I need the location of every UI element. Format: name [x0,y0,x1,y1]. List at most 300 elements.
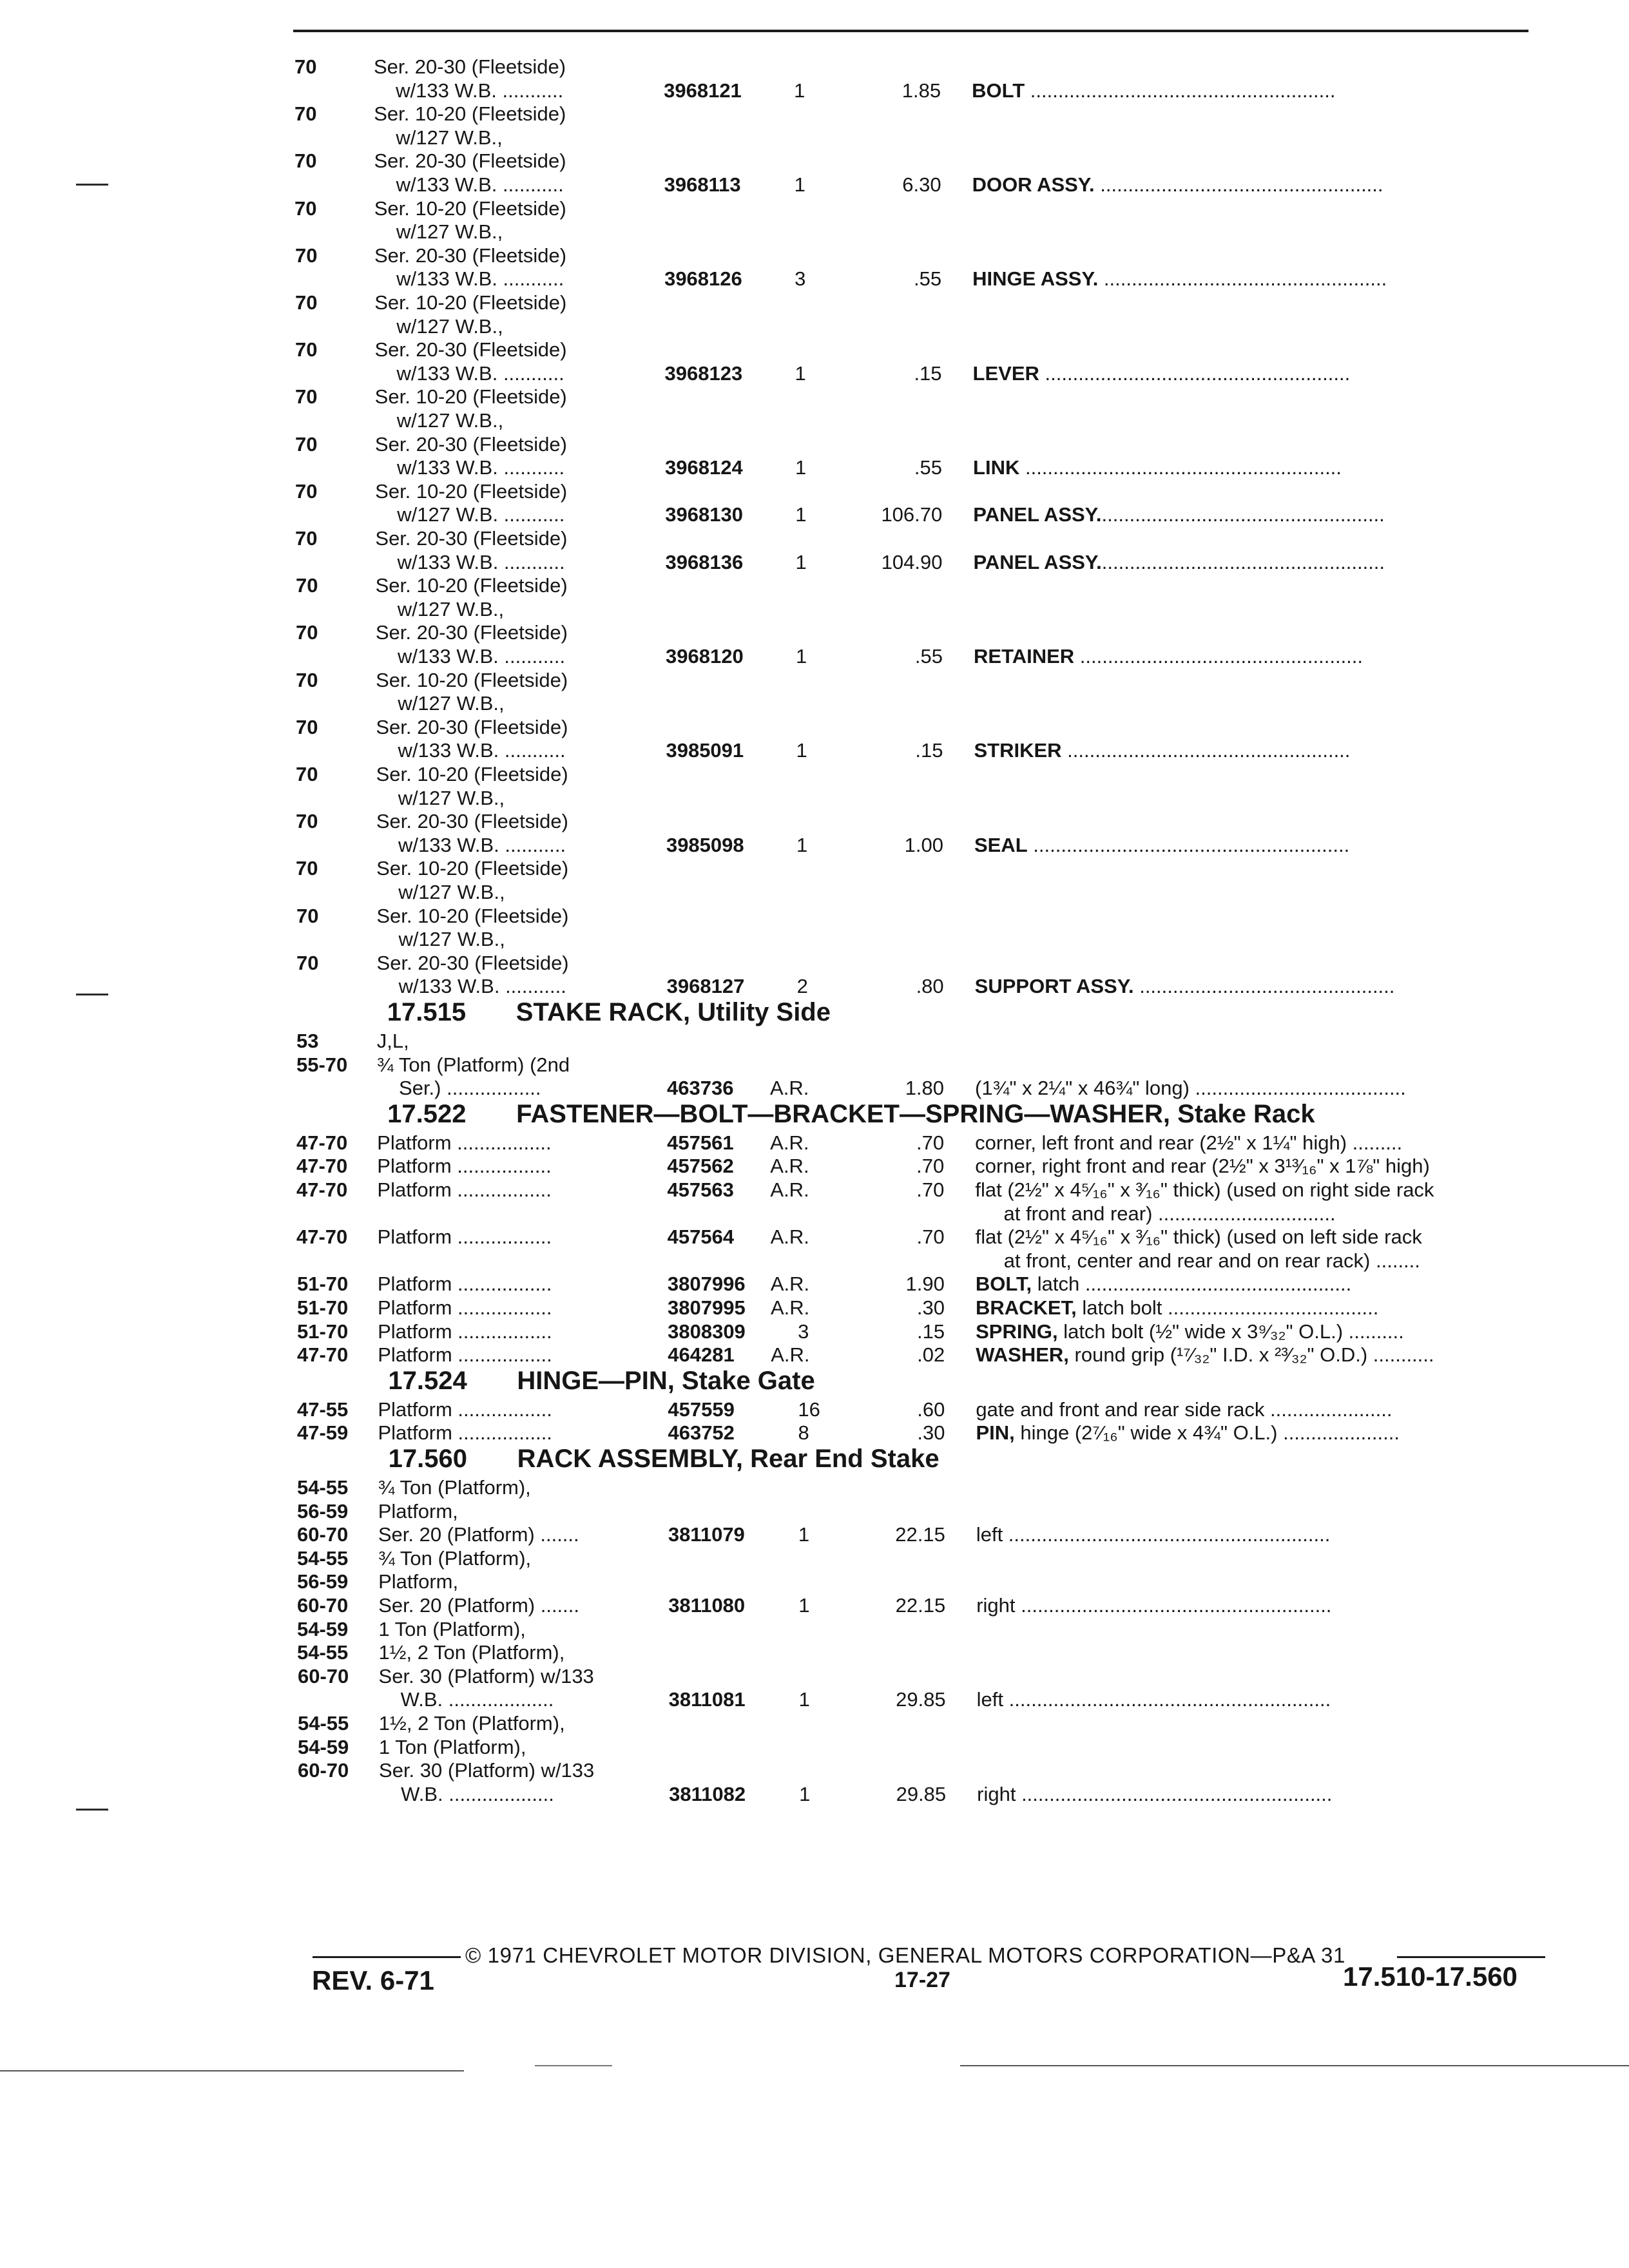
quantity: A.R. [770,1155,809,1177]
model-description: Ser. 20-30 (Fleetside) [376,952,569,974]
parts-row [0,928,1629,951]
quantity: 1 [795,551,807,573]
part-name [975,1131,1543,1155]
part-name [973,362,1543,385]
part-name-detail: (1¾" x 2¼" x 46¾" long) ...................................... [975,1077,1406,1099]
part-name-detail: ....................................................... [1025,79,1336,102]
part-number: 3811080 [668,1594,746,1617]
model-year: 70 [295,527,318,550]
part-number: 3807996 [667,1273,746,1295]
part-name-bold: DOOR ASSY. [972,173,1095,196]
model-description: 1½, 2 Ton (Platform), [378,1641,565,1664]
part-name-bold: PIN, [976,1421,1015,1444]
parts-row [0,881,1629,904]
model-year: 70 [296,857,318,879]
part-name [975,1077,1543,1100]
parts-row [0,645,1629,668]
quantity: 1 [795,503,807,526]
model-year: 47-70 [296,1131,348,1154]
model-year: 47-59 [297,1421,349,1444]
model-year: 70 [296,905,319,927]
parts-row [0,102,1629,126]
model-description: w/127 W.B., [398,928,505,950]
part-number: 3968130 [665,503,743,526]
model-description: Platform ................. [378,1296,552,1319]
footer-rule-right [1397,1956,1545,1958]
part-name-detail: hinge (2⁷⁄₁₆" wide x 4¾" O.L.) ..................... [1014,1421,1400,1444]
model-description: w/127 W.B., [398,881,505,903]
part-name-detail: left .......................................................... [976,1688,1331,1711]
model-description: Ser. 10-20 (Fleetside) [376,669,568,691]
model-description: Ser. 10-20 (Fleetside) [376,857,569,879]
parts-row [0,574,1629,597]
part-name [976,1523,1543,1546]
quantity: 3 [798,1320,809,1343]
model-description: ¾ Ton (Platform), [378,1547,532,1570]
parts-row [0,79,1629,102]
section-heading [387,1099,1315,1129]
price: 1.80 [905,1077,945,1099]
parts-row [0,149,1629,173]
model-year: 70 [295,480,318,503]
model-year: 54-55 [298,1712,349,1735]
price: .55 [913,267,942,290]
model-description: Platform ................. [378,1421,552,1444]
model-description: Ser. 10-20 (Fleetside) [374,102,566,125]
footer-rule-left [313,1956,461,1958]
quantity: A.R. [771,1343,810,1366]
model-description: W.B. ................... [401,1783,554,1805]
parts-row [0,952,1629,975]
model-year: 70 [296,810,318,832]
model-year: 60-70 [298,1665,349,1687]
part-number: 463752 [668,1421,735,1444]
price: 106.70 [881,503,943,526]
margin-mark-3 [76,1809,108,1811]
quantity: A.R. [770,1131,809,1154]
part-name-bold: LEVER [972,362,1039,385]
model-description: Platform ................. [378,1320,552,1343]
parts-row [0,1131,1629,1155]
model-year: 70 [295,433,318,456]
model-description: w/133 W.B. ........... [398,739,566,762]
part-name [974,739,1543,762]
model-year: 70 [294,149,317,172]
part-name-detail: latch bolt ...................................... [1076,1296,1379,1319]
part-number: 3808309 [668,1320,746,1343]
model-year: 54-55 [297,1547,349,1570]
parts-row [0,126,1629,149]
part-name [974,551,1543,574]
part-name-detail: ......................................................... [1019,456,1342,479]
parts-row [0,1618,1629,1641]
part-number: 3985098 [666,834,744,856]
model-year: 55-70 [296,1053,348,1076]
section-number: 17.560 [388,1445,467,1473]
parts-row [0,409,1629,432]
model-description: Platform ................. [378,1343,552,1366]
part-name-detail: flat (2½" x 4⁵⁄₁₆" x ³⁄₁₆" thick) (used on left side rack [975,1225,1422,1248]
parts-row [0,1296,1629,1320]
price: .15 [917,1320,945,1343]
model-description: Ser. 10-20 (Fleetside) [374,197,566,220]
model-year: 47-70 [296,1178,348,1201]
part-name-bold: PANEL ASSY. [973,551,1102,573]
quantity: 1 [799,1783,811,1805]
model-description: w/127 W.B., [398,787,505,809]
section-title: STAKE RACK, Utility Side [516,998,831,1026]
model-description: J,L, [376,1030,409,1052]
model-description: Platform ................. [378,1398,552,1421]
part-name-bold: SPRING, [976,1320,1058,1343]
model-year: 47-70 [296,1225,348,1248]
model-description: Ser. 20-30 (Fleetside) [374,338,567,361]
section-title: HINGE—PIN, Stake Gate [517,1366,815,1395]
part-number: 457563 [667,1178,734,1201]
part-name [977,1783,1543,1806]
parts-row [0,1155,1629,1178]
part-number: 3985091 [666,739,744,762]
section-number: 17.522 [387,1099,467,1128]
model-description: ¾ Ton (Platform), [378,1476,531,1499]
price: .70 [916,1225,945,1248]
model-description: 1½, 2 Ton (Platform), [378,1712,565,1735]
price: 1.85 [901,79,941,102]
part-number: 3968126 [664,267,742,290]
parts-row [0,1712,1629,1735]
quantity: 1 [798,1688,810,1711]
price: .02 [917,1343,945,1366]
top-rule [293,30,1528,32]
model-description: w/127 W.B., [396,315,503,338]
model-year: 54-59 [298,1736,349,1758]
part-name [975,1155,1543,1178]
section-range: 17.510-17.560 [1343,1961,1518,1992]
model-description: Ser. 10-20 (Fleetside) [376,763,568,785]
price: .30 [917,1421,945,1444]
part-name-detail: round grip (¹⁷⁄₃₂" I.D. x ²³⁄₃₂" O.D.) ........... [1068,1343,1434,1366]
model-year: 54-59 [297,1618,349,1640]
price: .70 [916,1178,945,1201]
model-description: Ser. 20-30 (Fleetside) [376,810,568,832]
part-name [974,645,1543,668]
parts-row [0,1178,1629,1202]
model-description: w/133 W.B. ........... [397,456,565,479]
part-name [976,1225,1543,1249]
part-name-bold: WASHER, [976,1343,1069,1366]
parts-row [0,1736,1629,1759]
part-name-detail: ................................................... [1101,551,1385,573]
model-description: w/133 W.B. ........... [396,362,564,385]
price: .30 [916,1296,945,1319]
part-name [973,456,1543,479]
model-description: Platform, [378,1500,458,1523]
model-description: w/133 W.B. ........... [398,975,566,997]
price: .55 [914,645,943,668]
part-number: 3968123 [664,362,743,385]
price: .60 [917,1398,945,1421]
part-name [976,1343,1543,1367]
parts-row [0,1225,1629,1249]
parts-row [0,1249,1629,1273]
price: 22.15 [895,1594,946,1617]
part-name-detail: ................................................... [1094,173,1383,196]
model-year: 70 [296,716,318,738]
model-description: Ser. 30 (Platform) w/133 [378,1665,594,1687]
quantity: A.R. [770,1077,809,1099]
parts-row [0,1594,1629,1617]
model-year: 70 [296,574,318,597]
parts-row [0,1320,1629,1343]
parts-row [0,763,1629,786]
model-description: Ser. 20-30 (Fleetside) [374,433,567,456]
part-name-bold: BOLT [972,79,1025,102]
parts-row [0,1421,1629,1445]
parts-row [0,1547,1629,1570]
part-name-bold: RETAINER [974,645,1075,668]
part-name-bold: BOLT, [975,1273,1032,1295]
price: .15 [914,362,942,385]
parts-row [0,362,1629,385]
parts-row [0,1641,1629,1664]
model-description: Platform ................. [377,1178,552,1201]
model-description: Ser. 10-20 (Fleetside) [374,385,567,408]
parts-row [0,692,1629,715]
parts-row [0,385,1629,408]
quantity: 1 [798,1523,810,1546]
bottom-scan-line-1 [0,2070,464,2071]
model-year: 70 [296,763,318,785]
parts-row [0,480,1629,503]
part-name-detail: right ........................................................ [976,1594,1332,1617]
parts-row [0,1343,1629,1367]
model-description: Ser. 10-20 (Fleetside) [376,905,569,927]
model-year: 47-70 [296,1155,348,1177]
parts-row [0,1273,1629,1296]
parts-row [0,197,1629,220]
part-name-bold: STRIKER [974,739,1062,762]
parts-row [0,291,1629,314]
parts-row [0,456,1629,479]
parts-row [0,598,1629,621]
part-name-detail: ................................................... [1098,267,1387,290]
part-name-bold: PANEL ASSY. [973,503,1102,526]
parts-row [0,267,1629,291]
model-description: w/133 W.B. ........... [396,173,564,196]
section-number: 17.515 [387,998,467,1026]
model-description: 1 Ton (Platform), [378,1618,526,1640]
part-name-detail: .............................................. [1133,975,1395,997]
price: 29.85 [896,1688,946,1711]
model-description: Platform ................. [377,1273,552,1295]
part-name-detail: at front and rear) ................................ [1003,1202,1336,1225]
part-name-detail: latch ................................................ [1032,1273,1352,1295]
part-name-detail: at front, center and rear and on rear rack) ........ [1003,1249,1420,1272]
model-description: Platform, [378,1570,459,1593]
parts-row [0,1570,1629,1593]
parts-row [0,975,1629,998]
parts-row [0,1053,1629,1077]
part-name [976,1273,1543,1296]
revision-label: REV. 6-71 [312,1965,434,1995]
part-name [1004,1249,1543,1273]
part-number: 3968136 [665,551,744,573]
part-name-detail: flat (2½" x 4⁵⁄₁₆" x ³⁄₁₆" thick) (used on right side rack [975,1178,1434,1201]
model-year: 54-55 [297,1476,349,1499]
quantity: A.R. [771,1296,810,1319]
part-number: 3811082 [669,1783,746,1805]
section-heading [387,997,831,1027]
model-description: Ser. 20 (Platform) ....... [378,1523,579,1546]
parts-row [0,1759,1629,1782]
parts-row [0,173,1629,197]
model-description: Ser. 20-30 (Fleetside) [374,149,566,172]
part-number: 457561 [667,1131,734,1154]
parts-row [0,1783,1629,1806]
model-year: 70 [296,669,318,691]
model-description: Ser. 10-20 (Fleetside) [375,480,568,503]
price: .70 [916,1131,945,1154]
model-description: Ser. 10-20 (Fleetside) [374,291,567,314]
parts-row [0,1688,1629,1711]
part-number: 3807995 [668,1296,746,1319]
model-year: 70 [295,385,318,408]
model-description: Ser. 20-30 (Fleetside) [375,527,568,550]
model-description: w/133 W.B. ........... [396,267,564,290]
part-name [974,834,1543,857]
model-description: w/127 W.B., [398,692,505,715]
model-year: 53 [296,1030,319,1052]
part-number: 457559 [668,1398,735,1421]
part-name [975,975,1543,998]
model-year: 60-70 [297,1523,349,1546]
part-name [977,1688,1543,1711]
model-year: 60-70 [297,1594,349,1617]
part-number: 3968127 [666,975,745,997]
model-description: w/133 W.B. ........... [398,834,566,856]
model-description: Platform ................. [377,1131,552,1154]
part-name [972,267,1543,291]
parts-row [0,1523,1629,1546]
model-description: w/127 W.B., [396,126,503,149]
part-name-detail: latch bolt (½" wide x 3⁹⁄₃₂" O.L.) .......... [1057,1320,1404,1343]
model-year: 70 [296,952,319,974]
model-year: 70 [295,244,318,267]
parts-row [0,1398,1629,1421]
parts-row [0,834,1629,857]
parts-row [0,55,1629,79]
part-number: 3811079 [668,1523,745,1546]
parts-row [0,905,1629,928]
model-description: Platform ................. [377,1155,552,1177]
price: .80 [916,975,944,997]
parts-row [0,1665,1629,1688]
model-description: w/127 W.B. ........... [397,503,565,526]
part-name-detail: corner, right front and rear (2½" x 3¹³⁄₁₆" x 1⅞" high) [975,1155,1430,1177]
part-name [1004,1202,1543,1225]
parts-row [0,1077,1629,1100]
model-year: 47-55 [297,1398,349,1421]
quantity: 1 [794,79,805,102]
quantity: 8 [798,1421,809,1444]
section-heading [389,1444,940,1474]
part-name-detail: ......................................................... [1027,834,1350,856]
part-name [972,173,1543,197]
part-number: 464281 [668,1343,735,1366]
model-description: w/127 W.B., [396,220,503,243]
parts-row [0,621,1629,644]
price: .15 [915,739,943,762]
quantity: A.R. [770,1273,810,1295]
model-description: Ser. 20-30 (Fleetside) [374,244,567,267]
part-name-bold: SUPPORT ASSY. [974,975,1134,997]
price: 1.00 [904,834,943,856]
model-year: 51-70 [297,1296,349,1319]
model-description: w/133 W.B. ........... [396,79,564,102]
part-name-detail: left .......................................................... [976,1523,1331,1546]
price: 6.30 [902,173,941,196]
part-name [976,1398,1543,1421]
part-number: 3968120 [666,645,744,668]
part-number: 463736 [667,1077,734,1099]
part-number: 3968113 [664,173,741,196]
section-title: FASTENER—BOLT—BRACKET—SPRING—WASHER, Stake Rack [516,1099,1315,1128]
bottom-scan-line-2 [535,2065,612,2066]
model-year: 70 [295,291,318,314]
price: 22.15 [895,1523,945,1546]
model-description: Ser.) ................. [399,1077,541,1099]
part-name-bold: HINGE ASSY. [972,267,1099,290]
section-heading [388,1366,815,1396]
model-year: 47-70 [297,1343,349,1366]
parts-row [0,1202,1629,1225]
model-year: 70 [295,338,318,361]
part-number: 3968121 [664,79,742,102]
part-name-bold: LINK [973,456,1020,479]
model-description: ¾ Ton (Platform) (2nd [376,1053,570,1076]
bottom-scan-line-3 [960,2065,1629,2066]
part-name-detail: ................................................... [1074,645,1364,668]
parts-row [0,220,1629,244]
part-name-bold: BRACKET, [976,1296,1077,1319]
model-description: Platform ................. [377,1225,552,1248]
part-name-detail: corner, left front and rear (2½" x 1¼" high) ......... [975,1131,1403,1154]
price: 1.90 [905,1273,945,1295]
quantity: 1 [794,173,805,196]
model-description: Ser. 10-20 (Fleetside) [375,574,568,597]
part-name-detail: ....................................................... [1039,362,1351,385]
model-year: 70 [296,621,318,644]
model-year: 56-59 [297,1570,349,1593]
model-year: 54-55 [297,1641,349,1664]
model-year: 51-70 [297,1320,349,1343]
parts-row [0,527,1629,550]
model-description: 1 Ton (Platform), [378,1736,526,1758]
parts-row [0,787,1629,810]
parts-row [0,669,1629,692]
part-name [972,79,1543,102]
part-name [976,1296,1543,1320]
footer-copyright: © 1971 CHEVROLET MOTOR DIVISION, GENERAL MOTORS CORPORATION—P&A 31 [465,1943,1345,1967]
quantity: A.R. [770,1225,809,1248]
page-number: 17-27 [894,1968,950,1992]
model-description: w/133 W.B. ........... [397,551,565,573]
model-description: Ser. 20-30 (Fleetside) [374,55,566,78]
model-year: 56-59 [297,1500,349,1523]
model-year: 70 [294,197,317,220]
part-number: 457562 [667,1155,734,1177]
quantity: 1 [795,362,806,385]
